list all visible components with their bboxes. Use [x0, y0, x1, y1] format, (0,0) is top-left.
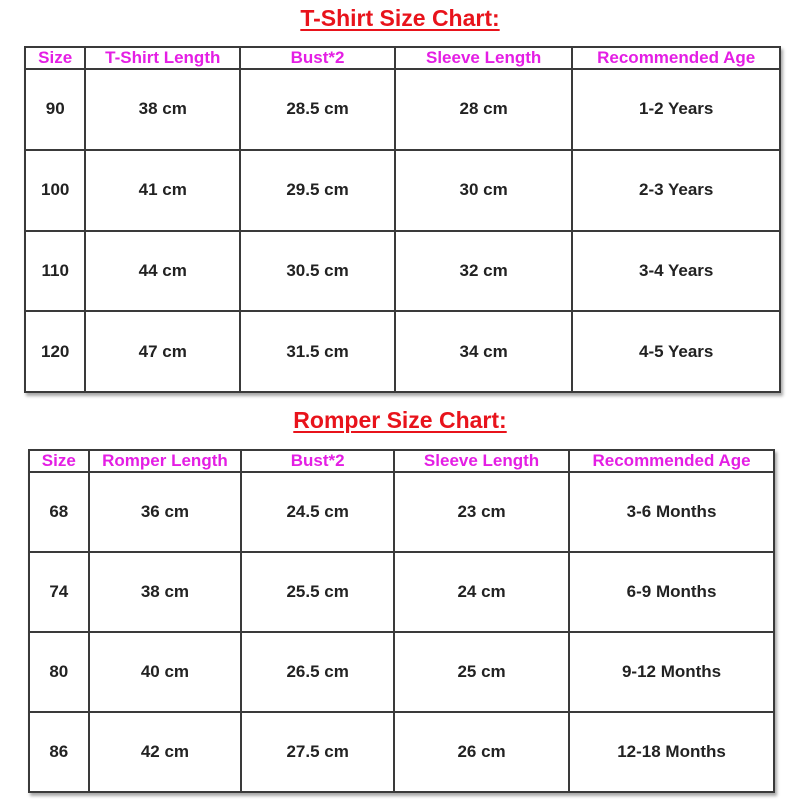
table-row [29, 472, 774, 552]
romper-size-table [28, 449, 775, 793]
cell-recommended-age: 3-4 Years [572, 231, 780, 312]
cell-sleeve-length: 23 cm [394, 472, 569, 552]
cell-bust: 30.5 cm [240, 231, 395, 312]
cell-length: 44 cm [85, 231, 240, 312]
column-header-length: T-Shirt Length [85, 47, 240, 69]
cell-sleeve-length: 32 cm [395, 231, 572, 312]
table-row [29, 632, 774, 712]
column-header-bust: Bust*2 [240, 47, 395, 69]
table-row [29, 712, 774, 792]
tshirt-table-body [25, 69, 780, 392]
cell-size: 110 [25, 231, 85, 312]
cell-size: 120 [25, 311, 85, 392]
cell-bust: 27.5 cm [241, 712, 394, 792]
column-header-length: Romper Length [89, 450, 242, 472]
tshirt-table-header [25, 47, 780, 69]
cell-sleeve-length: 34 cm [395, 311, 572, 392]
table-row [29, 552, 774, 632]
column-header-recommended-age: Recommended Age [569, 450, 774, 472]
table-row [25, 231, 780, 312]
header-row [25, 47, 780, 69]
cell-bust: 29.5 cm [240, 150, 395, 231]
column-header-size: Size [29, 450, 89, 472]
table-row [25, 69, 780, 150]
cell-length: 38 cm [85, 69, 240, 150]
cell-length: 36 cm [89, 472, 242, 552]
cell-length: 41 cm [85, 150, 240, 231]
cell-bust: 24.5 cm [241, 472, 394, 552]
cell-bust: 31.5 cm [240, 311, 395, 392]
cell-recommended-age: 9-12 Months [569, 632, 774, 712]
tshirt-chart-title: T-Shirt Size Chart: [300, 5, 500, 31]
cell-size: 86 [29, 712, 89, 792]
cell-recommended-age: 1-2 Years [572, 69, 780, 150]
cell-length: 40 cm [89, 632, 242, 712]
cell-length: 38 cm [89, 552, 242, 632]
tshirt-size-table [24, 46, 781, 393]
header-row [29, 450, 774, 472]
cell-size: 100 [25, 150, 85, 231]
cell-bust: 26.5 cm [241, 632, 394, 712]
cell-size: 90 [25, 69, 85, 150]
column-header-bust: Bust*2 [241, 450, 394, 472]
cell-bust: 25.5 cm [241, 552, 394, 632]
cell-recommended-age: 2-3 Years [572, 150, 780, 231]
cell-size: 74 [29, 552, 89, 632]
cell-sleeve-length: 26 cm [394, 712, 569, 792]
cell-recommended-age: 6-9 Months [569, 552, 774, 632]
table-row [25, 311, 780, 392]
romper-table-header [29, 450, 774, 472]
cell-size: 80 [29, 632, 89, 712]
cell-sleeve-length: 30 cm [395, 150, 572, 231]
table-row [25, 150, 780, 231]
cell-sleeve-length: 24 cm [394, 552, 569, 632]
cell-size: 68 [29, 472, 89, 552]
column-header-sleeve-length: Sleeve Length [394, 450, 569, 472]
column-header-sleeve-length: Sleeve Length [395, 47, 572, 69]
cell-recommended-age: 12-18 Months [569, 712, 774, 792]
cell-recommended-age: 4-5 Years [572, 311, 780, 392]
cell-bust: 28.5 cm [240, 69, 395, 150]
romper-chart-title: Romper Size Chart: [293, 407, 507, 433]
column-header-recommended-age: Recommended Age [572, 47, 780, 69]
cell-sleeve-length: 25 cm [394, 632, 569, 712]
column-header-size: Size [25, 47, 85, 69]
cell-recommended-age: 3-6 Months [569, 472, 774, 552]
cell-length: 47 cm [85, 311, 240, 392]
cell-sleeve-length: 28 cm [395, 69, 572, 150]
cell-length: 42 cm [89, 712, 242, 792]
romper-table-body [29, 472, 774, 792]
